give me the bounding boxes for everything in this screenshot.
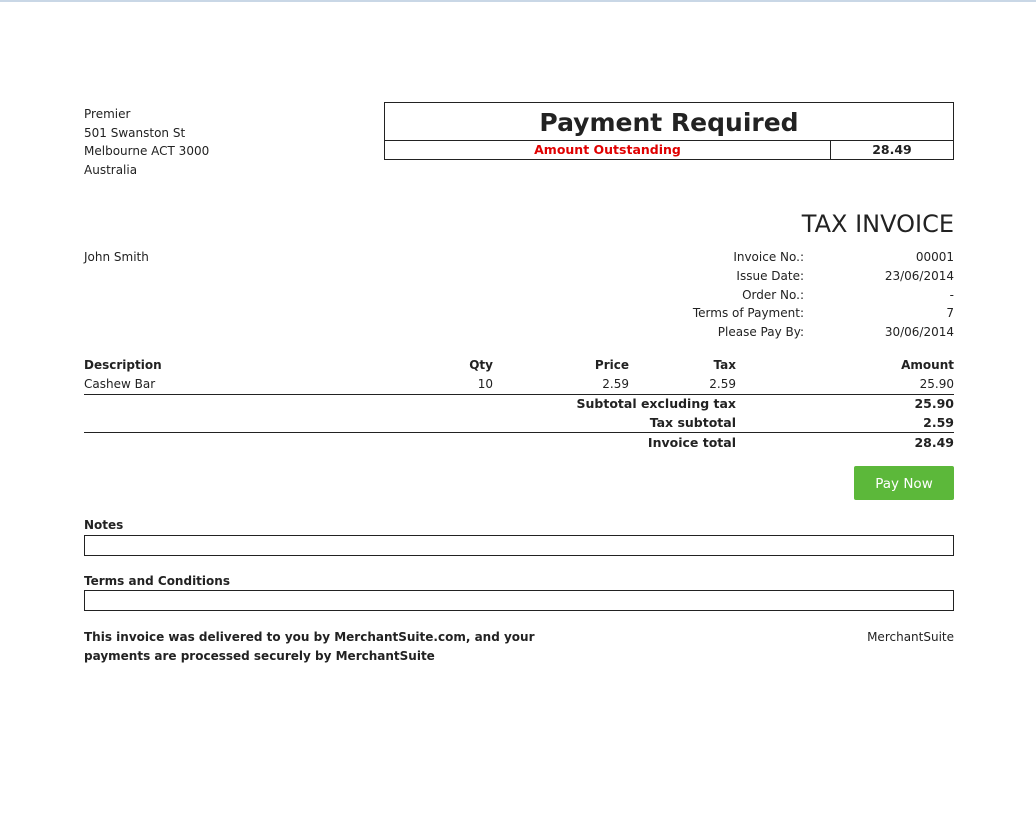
- pay-now-button[interactable]: Pay Now: [854, 466, 954, 500]
- totals-divider: [84, 432, 954, 433]
- amount-outstanding-label: Amount Outstanding: [385, 141, 831, 159]
- footer-line-2: payments are processed securely by MerchantSuite: [84, 648, 435, 663]
- invoice-total-row: [84, 435, 954, 453]
- invoice-total-label: Invoice total: [647, 435, 736, 450]
- items-header-row: [84, 358, 954, 376]
- payment-required-box: [384, 102, 954, 160]
- meta-row-pay-by: [640, 325, 954, 344]
- sender-city: Melbourne ACT 3000: [84, 144, 210, 158]
- item-tax: 2.59: [709, 377, 736, 391]
- meta-value: 30/06/2014: [884, 325, 954, 339]
- sender-country: Australia: [84, 162, 138, 177]
- items-divider: [84, 394, 954, 395]
- notes-box: [84, 535, 954, 556]
- footer-brand: MerchantSuite: [867, 630, 954, 644]
- header-description: Description: [84, 358, 162, 372]
- header-price: Price: [594, 358, 629, 372]
- item-qty: 10: [477, 377, 493, 391]
- meta-value: 23/06/2014: [884, 268, 954, 283]
- sender-name: Premier: [84, 107, 131, 121]
- invoice-meta: [640, 250, 954, 344]
- meta-row-issue-date: [640, 269, 954, 288]
- footer-line-1: This invoice was delivered to you by MerchantSuite.com, and your: [84, 630, 535, 644]
- subtotal-row: [84, 396, 954, 414]
- table-row: [84, 377, 954, 395]
- tax-subtotal-label: Tax subtotal: [649, 415, 736, 430]
- meta-label: Invoice No.:: [733, 250, 804, 264]
- amount-outstanding-value: 28.49: [872, 142, 912, 157]
- terms-box: [84, 590, 954, 611]
- notes-label: Notes: [84, 518, 124, 532]
- sender-address: [84, 105, 209, 179]
- meta-value: -: [949, 287, 954, 302]
- meta-label: Terms of Payment:: [692, 306, 804, 321]
- tax-subtotal-value: 2.59: [923, 415, 954, 430]
- header-qty: Qty: [469, 358, 493, 372]
- item-description: Cashew Bar: [84, 377, 156, 391]
- item-amount: 25.90: [919, 377, 954, 391]
- meta-row-invoice-no: [640, 250, 954, 269]
- footer-delivery-note: [84, 628, 544, 665]
- window-top-border: [0, 0, 1036, 2]
- meta-value: 7: [946, 306, 954, 321]
- meta-label: Issue Date:: [736, 268, 804, 283]
- payment-required-title: Payment Required: [385, 103, 953, 141]
- invoice-total-value: 28.49: [914, 435, 954, 450]
- terms-label: Terms and Conditions: [84, 574, 230, 588]
- header-amount: Amount: [901, 358, 954, 372]
- meta-value: 00001: [915, 250, 954, 264]
- header-tax: Tax: [713, 358, 736, 372]
- meta-row-order-no: [640, 288, 954, 307]
- item-price: 2.59: [602, 377, 629, 391]
- amount-outstanding-row: [385, 141, 953, 159]
- subtotal-label: Subtotal excluding tax: [576, 396, 736, 411]
- meta-label: Please Pay By:: [717, 325, 804, 339]
- sender-street: 501 Swanston St: [84, 125, 186, 140]
- document-title: TAX INVOICE: [801, 210, 954, 238]
- tax-subtotal-row: [84, 415, 954, 433]
- subtotal-value: 25.90: [914, 396, 954, 411]
- meta-row-terms-of-payment: [640, 306, 954, 325]
- meta-label: Order No.:: [742, 287, 804, 302]
- recipient-name: John Smith: [84, 250, 149, 264]
